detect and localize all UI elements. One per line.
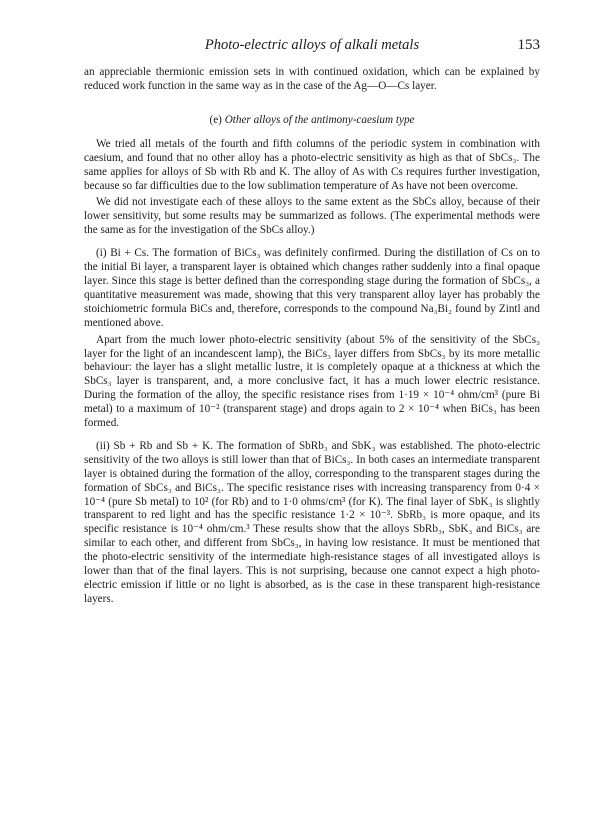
- paragraph-sb-rb-k: (ii) Sb + Rb and Sb + K. The formation of SbRb₃ and SbK₃ was established. The photo-electric sensitivity of the two alloys is still lower than that of BiCs₃. In both cases an intermediate transparent layer is obtained during the formation of the alloy, corresponding to the transparent stages during the formation of SbCs₃ and BiCs₃. The specific resistance rises with increasing transparency from 0·4 × 10⁻⁴ (pure Sb metal) to 10² (for Rb) and to 1·0 ohms/cm³ (for K). The final layer of SbK₃ is slightly transparent to red light and has the specific resistance 1·2 × 10⁻³. SbRb₃ is more opaque, and its specific resistance is 10⁻⁴ ohm/cm.³ These results show that the alloys SbRb₃, SbK₃ and BiCs₃ are similar to each other, and different from SbCs₃, in having low resistance. It must be mentioned that the photo-electric sensitivity of the intermediate high-resistance stages of all investigated alloys is lower than that of the final layers. This is not surprising, because one cannot expect a high photo-electric emission if little or no light is absorbed, as is the case in these transparent high-resistance layers.: [84, 439, 540, 605]
- page-number: 153: [517, 37, 540, 53]
- running-title: Photo-electric alloys of alkali metals: [204, 37, 420, 53]
- paragraph-bics-properties: Apart from the much lower photo-electric sensitivity (about 5% of the sensitivity of the SbCs₃ layer for the light of an incandescent lamp), the BiCs₃ layer differs from SbCs₃ by its more metallic behaviour: the layer has a slight metallic lustre, it is completely opaque at a thickness at which the SbCs₃ layer is transparent, and, a more conclusive fact, it has a much lower electric resistance. During the formation of the alloy, the specific resistance rises from 1·19 × 10⁻⁴ ohm/cm³ (pure Bi metal) to a maximum of 10⁻² (transparent stage) and drops again to 2 × 10⁻⁴ when BiCs₃ has been formed.: [84, 333, 540, 430]
- section-label: (e): [209, 113, 222, 126]
- page-body: [84, 66, 540, 607]
- paragraph-summary-intro: We did not investigate each of these alloys to the same extent as the SbCs alloy, because of their lower sensitivity, but some results may be summarized as follows. (The experimental methods were the same as for the investigation of the SbCs alloy.): [84, 196, 540, 237]
- paragraph-continuation: an appreciable thermionic emission sets in with continued oxidation, which can be explained by reduced work function in the same way as in the case of the Ag—O—Cs layer.: [84, 66, 540, 92]
- section-heading-text: Other alloys of the antimony-caesium type: [224, 113, 415, 126]
- paragraph-bi-cs: (i) Bi + Cs. The formation of BiCs₃ was definitely confirmed. During the distillation of Cs on to the initial Bi layer, a transparent layer is obtained which changes rather suddenly into a final opaque layer. Since this stage is better defined than the corresponding stage during the formation of SbCs₃, a quantitative measurement was made, showing that this very transparent alloy layer has probably the stoichiometric formula BiCs and, therefore, corresponds to the compound Na₃Bi₂ found by Zintl and mentioned above.: [84, 247, 540, 329]
- paragraph-metals-tried: We tried all metals of the fourth and fifth columns of the periodic system in combination with caesium, and found that no other alloy has a photo-electric sensitivity as high as that of SbCs₃. The same applies for alloys of Sb with Rb and K. The alloy of As with Cs requires further investigation, because so far difficulties due to the low sublimation temperature of As have not been overcome.: [84, 137, 540, 192]
- page-header: [84, 37, 540, 57]
- section-heading: [84, 113, 540, 127]
